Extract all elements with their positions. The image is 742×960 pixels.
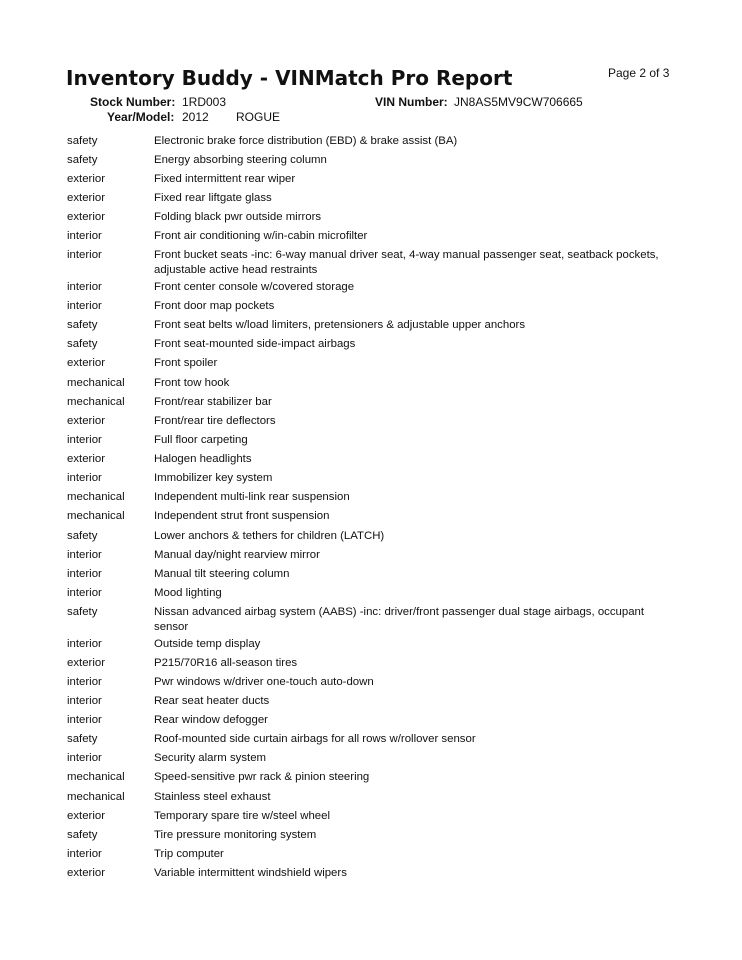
report-title: Inventory Buddy - VINMatch Pro Report (66, 66, 513, 90)
row-description: Stainless steel exhaust (154, 791, 271, 803)
row-description: Front seat belts w/load limiters, pretensioners & adjustable upper anchors (154, 319, 526, 331)
row-description: Mood lighting (154, 587, 222, 599)
row-description: P215/70R16 all-season tires (154, 657, 298, 669)
row-description: Tire pressure monitoring system (154, 829, 317, 841)
row-category: interior (67, 568, 102, 580)
row-category: interior (67, 695, 102, 707)
row-description: Fixed intermittent rear wiper (154, 173, 296, 185)
row-description: Temporary spare tire w/steel wheel (154, 810, 330, 822)
row-description: Fixed rear liftgate glass (154, 192, 272, 204)
row-category: exterior (67, 657, 105, 669)
row-description: Lower anchors & tethers for children (LATCH) (154, 530, 385, 542)
row-description: Outside temp display (154, 638, 261, 650)
stock-number-label: Stock Number: (90, 95, 176, 109)
row-category: safety (67, 733, 98, 745)
row-category: safety (67, 338, 98, 350)
row-description: Roof-mounted side curtain airbags for all rows w/rollover sensor (154, 733, 476, 745)
row-description: Folding black pwr outside mirrors (154, 211, 322, 223)
row-category: interior (67, 752, 102, 764)
row-category: interior (67, 714, 102, 726)
row-category: exterior (67, 415, 105, 427)
vin-number-value: JN8AS5MV9CW706665 (454, 95, 583, 109)
row-description: Halogen headlights (154, 453, 252, 465)
row-category: interior (67, 549, 102, 561)
year-value: 2012 (182, 110, 209, 124)
row-category: mechanical (67, 510, 125, 522)
row-description: Trip computer (154, 848, 224, 860)
row-category: interior (67, 676, 102, 688)
row-category: interior (67, 472, 102, 484)
row-description: Independent multi-link rear suspension (154, 491, 350, 503)
row-category: interior (67, 848, 102, 860)
row-category: interior (67, 638, 102, 650)
row-description: Rear window defogger (154, 714, 268, 726)
row-description: Energy absorbing steering column (154, 154, 327, 166)
row-description: Full floor carpeting (154, 434, 248, 446)
row-description: Front center console w/covered storage (154, 281, 355, 293)
vin-number-label: VIN Number: (375, 95, 448, 109)
row-category: interior (67, 587, 102, 599)
row-category: safety (67, 530, 98, 542)
row-description: Security alarm system (154, 752, 267, 764)
row-description: Manual tilt steering column (154, 568, 290, 580)
row-category: interior (67, 249, 102, 261)
row-category: exterior (67, 211, 105, 223)
row-category: interior (67, 300, 102, 312)
stock-number-value: 1RD003 (182, 95, 227, 109)
row-category: exterior (67, 173, 105, 185)
row-description: Front air conditioning w/in-cabin microfilter (154, 230, 368, 242)
row-category: exterior (67, 192, 105, 204)
row-category: exterior (67, 810, 105, 822)
row-description: Rear seat heater ducts (154, 695, 270, 707)
row-description: Immobilizer key system (154, 472, 273, 484)
row-description: Front/rear stabilizer bar (154, 396, 272, 408)
model-value: ROGUE (236, 110, 281, 124)
row-category: exterior (67, 867, 105, 879)
row-category: mechanical (67, 771, 125, 783)
row-category: safety (67, 829, 98, 841)
page-number: Page 2 of 3 (608, 66, 670, 80)
row-description: Front spoiler (154, 357, 218, 369)
row-category: mechanical (67, 491, 125, 503)
row-description: Front/rear tire deflectors (154, 415, 276, 427)
row-category: mechanical (67, 396, 125, 408)
row-category: interior (67, 230, 102, 242)
row-description: Pwr windows w/driver one-touch auto-down (154, 676, 374, 688)
row-category: exterior (67, 357, 105, 369)
row-category: safety (67, 606, 98, 618)
row-description: Independent strut front suspension (154, 510, 330, 522)
row-category: mechanical (67, 791, 125, 803)
row-description: Nissan advanced airbag system (AABS) -inc: driver/front passenger dual stage airbags, occupant sensor (154, 606, 645, 633)
row-category: interior (67, 434, 102, 446)
row-description: Front seat-mounted side-impact airbags (154, 338, 356, 350)
row-description: Front bucket seats -inc: 6-way manual driver seat, 4-way manual passenger seat, seatback pockets, adjustable active head restraints (154, 249, 659, 276)
row-category: safety (67, 135, 98, 147)
row-category: exterior (67, 453, 105, 465)
row-description: Front tow hook (154, 377, 230, 389)
row-category: interior (67, 281, 102, 293)
row-description: Electronic brake force distribution (EBD) & brake assist (BA) (154, 135, 458, 147)
row-description: Manual day/night rearview mirror (154, 549, 320, 561)
year-model-label: Year/Model: (107, 110, 175, 124)
row-description: Variable intermittent windshield wipers (154, 867, 347, 879)
row-category: mechanical (67, 377, 125, 389)
row-category: safety (67, 319, 98, 331)
row-description: Speed-sensitive pwr rack & pinion steering (154, 771, 370, 783)
row-category: safety (67, 154, 98, 166)
row-description: Front door map pockets (154, 300, 275, 312)
